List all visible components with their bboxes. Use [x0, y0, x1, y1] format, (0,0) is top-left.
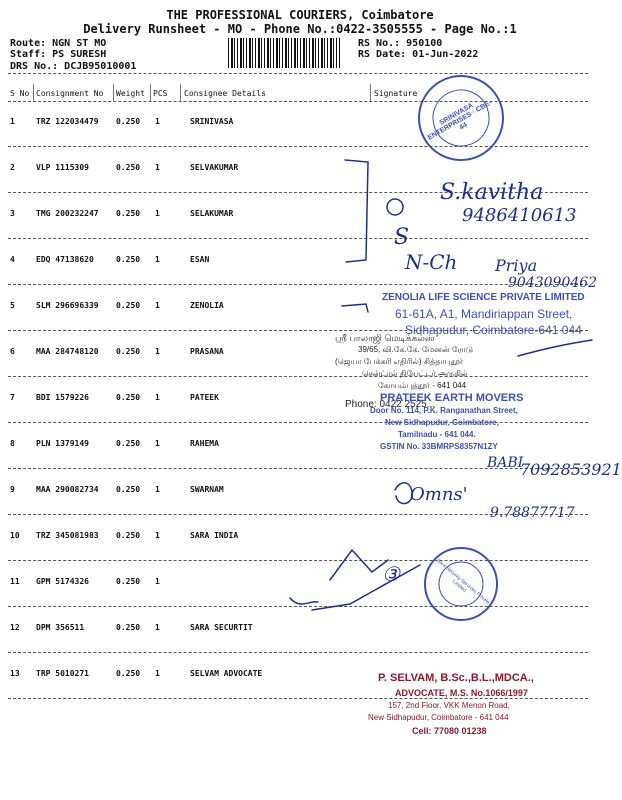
tamil-stamp-line4: சென்ட்ரல் தியேட்டர் அருகில்	[362, 369, 468, 378]
cell-sno: 8	[10, 439, 15, 448]
cell-consignment-no: TRZ 345081983	[36, 531, 99, 540]
cell-consignment-no: TRZ 122034479	[36, 117, 99, 126]
cell-weight: 0.250	[116, 301, 141, 310]
prateek-stamp-line5: GSTIN No. 33BMRPS8357N1ZY	[380, 442, 498, 451]
cell-pcs: 1	[155, 117, 160, 126]
cell-sno: 13	[10, 669, 20, 678]
squiggle-mark	[330, 550, 388, 580]
cell-consignment-no: SLM 296696339	[36, 301, 99, 310]
col-consignee: Consignee Details	[184, 89, 266, 98]
cell-consignee: SRINIVASA	[190, 117, 234, 126]
drs-label: DRS No.: DCJB95010001	[10, 61, 137, 72]
circle-mark	[387, 199, 403, 215]
cell-pcs: 1	[155, 393, 160, 402]
tamil-stamp-line5: கோயம்புத்தூர் - 641 044	[378, 381, 467, 390]
cell-consignment-no: TMG 200232247	[36, 209, 99, 218]
advocate-stamp-line4: New Sidhapudur, Coimbatore - 641 044	[368, 713, 509, 722]
cell-consignment-no: TRP 5010271	[36, 669, 89, 678]
cell-weight: 0.250	[116, 485, 141, 494]
cell-consignment-no: MAA 290082734	[36, 485, 99, 494]
cell-consignee: SARA INDIA	[190, 531, 239, 540]
cell-consignee: PATEEK	[190, 393, 219, 402]
rs-number: RS No.: 950100	[358, 38, 443, 49]
cell-sno: 1	[10, 117, 15, 126]
cell-weight: 0.250	[116, 209, 141, 218]
cell-sno: 7	[10, 393, 15, 402]
cell-consignee: ZENOLIA	[190, 301, 224, 310]
zenolia-stamp-line1: ZENOLIA LIFE SCIENCE PRIVATE LIMITED	[382, 292, 585, 303]
cell-sno: 12	[10, 623, 20, 632]
cell-pcs: 1	[155, 347, 160, 356]
phone-handwritten-1: 9486410613	[462, 205, 577, 226]
tamil-stamp-phone: Phone: 0422 2525...	[345, 399, 436, 410]
cell-consignee: RAHEMA	[190, 439, 219, 448]
cell-weight: 0.250	[116, 255, 141, 264]
prateek-stamp-line1: PRATEEK EARTH MOVERS	[380, 392, 524, 404]
cell-weight: 0.250	[116, 117, 141, 126]
cell-weight: 0.250	[116, 347, 141, 356]
cell-consignment-no: BDI 1579226	[36, 393, 89, 402]
bracket-mark	[345, 160, 368, 262]
cell-weight: 0.250	[116, 531, 141, 540]
company-title: THE PROFESSIONAL COURIERS, Coimbatore	[166, 8, 434, 22]
signature-babi: BABI	[487, 455, 524, 471]
circled-three: ③	[382, 562, 400, 586]
col-sno: S No	[10, 89, 30, 98]
cell-pcs: 1	[155, 209, 160, 218]
cell-weight: 0.250	[116, 577, 141, 586]
cell-sno: 2	[10, 163, 15, 172]
signature-kavitha: S.kavitha	[440, 180, 544, 205]
cell-pcs: 1	[155, 163, 160, 172]
cell-consignment-no: MAA 284748120	[36, 347, 99, 356]
advocate-stamp-line5: Cell: 77080 01238	[412, 726, 487, 736]
cell-weight: 0.250	[116, 669, 141, 678]
cell-weight: 0.250	[116, 163, 141, 172]
cell-consignee: SELVAKUMAR	[190, 163, 239, 172]
cell-consignment-no: DPM 356511	[36, 623, 85, 632]
signature-row4: N-Ch	[405, 250, 458, 274]
rs-date: RS Date: 01-Jun-2022	[358, 49, 479, 60]
prateek-stamp-line4: Tamilnadu - 641 044.	[398, 430, 476, 439]
cell-sno: 11	[10, 577, 20, 586]
cell-pcs: 1	[155, 623, 160, 632]
cell-pcs: 1	[155, 439, 160, 448]
cell-consignee: SARA SECURTIT	[190, 623, 253, 632]
initial-s: S	[394, 225, 410, 250]
cell-pcs: 1	[155, 669, 160, 678]
phone-handwritten-3: 7092853921	[520, 460, 622, 479]
cell-sno: 4	[10, 255, 15, 264]
cell-consignment-no: EDQ 47138620	[36, 255, 94, 264]
cell-pcs: 1	[155, 485, 160, 494]
col-consignment: Consignment No	[36, 89, 104, 98]
cell-consignment-no: PLN 1379149	[36, 439, 89, 448]
advocate-stamp-line2: ADVOCATE, M.S. No.1066/1997	[395, 688, 528, 698]
cell-consignment-no: VLP 1115309	[36, 163, 89, 172]
cell-pcs: 1	[155, 577, 160, 586]
cell-consignee: SELAKUMAR	[190, 209, 234, 218]
srinivasa-stamp-text: SRINIVASA ENTERPRISES · CBE-44	[426, 99, 494, 142]
tamil-stamp-line2: 39/65, வி.கே.கே. மேனன் ரோடு	[358, 345, 474, 354]
cell-pcs: 1	[155, 301, 160, 310]
signature-priya: Priya	[495, 256, 538, 275]
cell-sno: 6	[10, 347, 15, 356]
prateek-stamp-line2: Door No. 114, P.K. Ranganathan Street,	[370, 406, 518, 415]
cell-pcs: 1	[155, 255, 160, 264]
cell-weight: 0.250	[116, 393, 141, 402]
cell-sno: 3	[10, 209, 15, 218]
cell-weight: 0.250	[116, 439, 141, 448]
cell-consignee: ESAN	[190, 255, 210, 264]
cell-sno: 9	[10, 485, 15, 494]
tamil-stamp-line1: ஸ்ரீ பாலாஜி மெடிக்கல்ஸ்	[335, 333, 435, 343]
cell-consignee: SELVAM ADVOCATE	[190, 669, 263, 678]
col-weight: Weight	[116, 89, 145, 98]
bracket-mark	[342, 304, 368, 312]
sara-stamp-text: Sara Security Services Private Limited	[435, 557, 491, 606]
cell-consignee: PRASANA	[190, 347, 224, 356]
col-pcs: PCS	[153, 89, 168, 98]
prateek-stamp-line3: New Sidhapudur, Coimbatore,	[385, 418, 499, 427]
cell-pcs: 1	[155, 531, 160, 540]
arrow-mark	[518, 340, 592, 356]
advocate-stamp-line3: 157, 2nd Floor, VKK Menon Road,	[388, 701, 510, 710]
zenolia-stamp-line2: 61-61A, A1, Mandiriappan Street,	[395, 307, 573, 321]
cell-sno: 10	[10, 531, 20, 540]
cell-consignment-no: GPM 5174326	[36, 577, 89, 586]
zenolia-stamp-line3: Sidhapudur, Coimbatore-641 044	[405, 323, 582, 337]
cell-consignee: SWARNAM	[190, 485, 224, 494]
runsheet-subtitle: Delivery Runsheet - MO - Phone No.:0422-3505555 - Page No.:1	[83, 22, 517, 36]
phone-handwritten-4: 9.78877717	[490, 505, 575, 521]
tamil-stamp-line3: (ஜெயா பேக்கரி எதிரில்) சித்தாபுதூர்	[335, 357, 464, 366]
staff-label: Staff: PS SURESH	[10, 49, 107, 60]
check-mark	[312, 565, 420, 610]
cell-sno: 5	[10, 301, 15, 310]
col-signature: Signature	[374, 89, 418, 98]
phone-handwritten-2: 9043090462	[508, 275, 598, 291]
advocate-stamp-line1: P. SELVAM, B.Sc.,B.L.,MDCA.,	[378, 672, 534, 684]
scribble-mark	[290, 598, 318, 604]
route-label: Route: NGN ST MO	[10, 38, 107, 49]
signature-row9: Omns'	[410, 484, 468, 505]
cell-weight: 0.250	[116, 623, 141, 632]
